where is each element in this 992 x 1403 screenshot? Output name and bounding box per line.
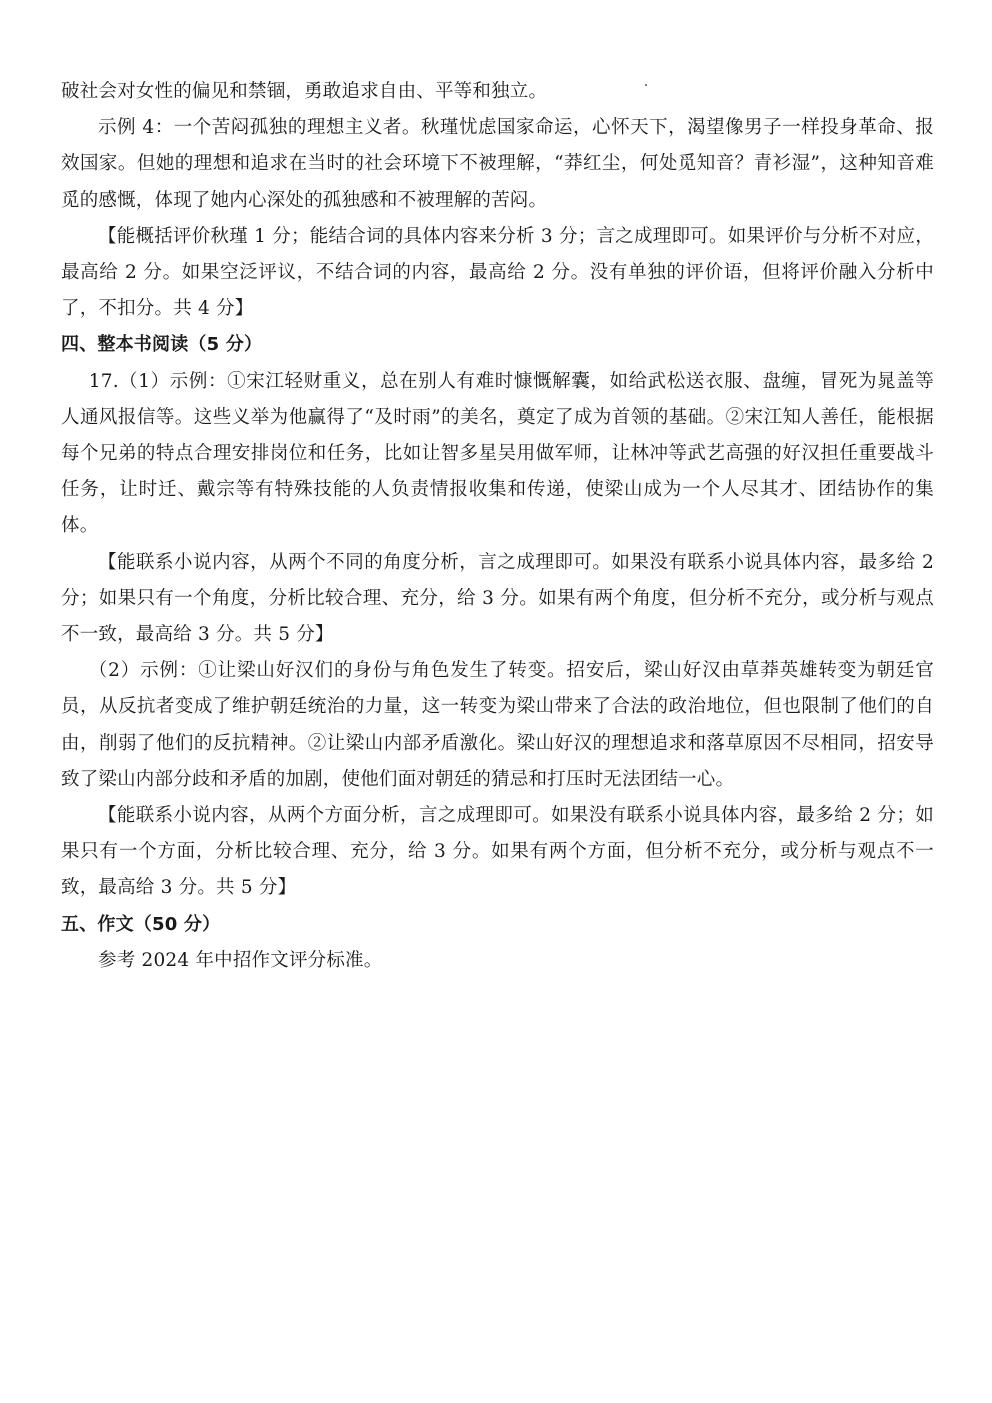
- paragraph-composition-reference: 参考 2024 年中招作文评分标准。: [98, 949, 383, 971]
- paragraph-scoring-note-17-2: 【能联系小说内容，从两个方面分析，言之成理即可。如果没有联系小说具体内容，最多给 2 分；如果只有一个方面，分析比较合理、充分，给 3 分。如果有两个方面，但分析不充分，或分析与观点不一致，最高给 3 分。共 5 分】: [61, 805, 934, 899]
- paragraph-answer-17-1: 17.（1）示例：①宋江轻财重义，总在别人有难时慷慨解囊，如给武松送衣服、盘缠，冒死为晁盖等人通风报信等。这些义举为他赢得了“及时雨”的美名，奠定了成为首领的基础。②宋江知人善任，能根据每个兄弟的特点合理安排岗位和任务，比如让智多星吴用做军师，让林冲等武艺高强的好汉担任重要战斗任务，让时迁、戴宗等有特殊技能的人负责情报收集和传递，使梁山成为一个人尽其才、团结协作的集体。: [61, 370, 934, 537]
- answer-key-content: [61, 74, 934, 979]
- paragraph-example-4: 示例 4：一个苦闷孤独的理想主义者。秋瑾忧虑国家命运，心怀天下，渴望像男子一样投身革命、报效国家。但她的理想和追求在当时的社会环境下不被理解，“莽红尘，何处觅知音？青衫湿”，这种知音难觅的感慨，体现了她内心深处的孤独感和不被理解的苦闷。: [61, 117, 934, 211]
- paragraph-answer-17-2: （2）示例：①让梁山好汉们的身份与角色发生了转变。招安后，梁山好汉由草莽英雄转变为朝廷官员，从反抗者变成了维护朝廷统治的力量，这一转变为梁山带来了合法的政治地位，但也限制了他们的自由，削弱了他们的反抗精神。②让梁山内部矛盾激化。梁山好汉的理想追求和落草原因不尽相同，招安导致了梁山内部分歧和矛盾的加剧，使他们面对朝廷的猜忌和打压时无法团结一心。: [61, 660, 934, 790]
- paragraph-scoring-note-16: 【能概括评价秋瑾 1 分；能结合词的具体内容来分析 3 分；言之成理即可。如果评价与分析不对应，最高给 2 分。如果空泛评议，不结合词的内容，最高给 2 分。没有单独的评价语，但将评价融入分析中了，不扣分。共 4 分】: [61, 225, 934, 320]
- paragraph-scoring-note-17-1: 【能联系小说内容，从两个不同的角度分析，言之成理即可。如果没有联系小说具体内容，最多给 2 分；如果只有一个角度，分析比较合理、充分，给 3 分。如果有两个角度，但分析不充分，或分析与观点不一致，最高给 3 分。共 5 分】: [61, 551, 934, 646]
- paragraph-continuation: 破社会对女性的偏见和禁锢，勇敢追求自由、平等和独立。: [61, 81, 548, 102]
- section-heading-whole-book-reading: 四、整本书阅读（5 分）: [61, 334, 263, 356]
- section-heading-composition: 五、作文（50 分）: [61, 913, 221, 935]
